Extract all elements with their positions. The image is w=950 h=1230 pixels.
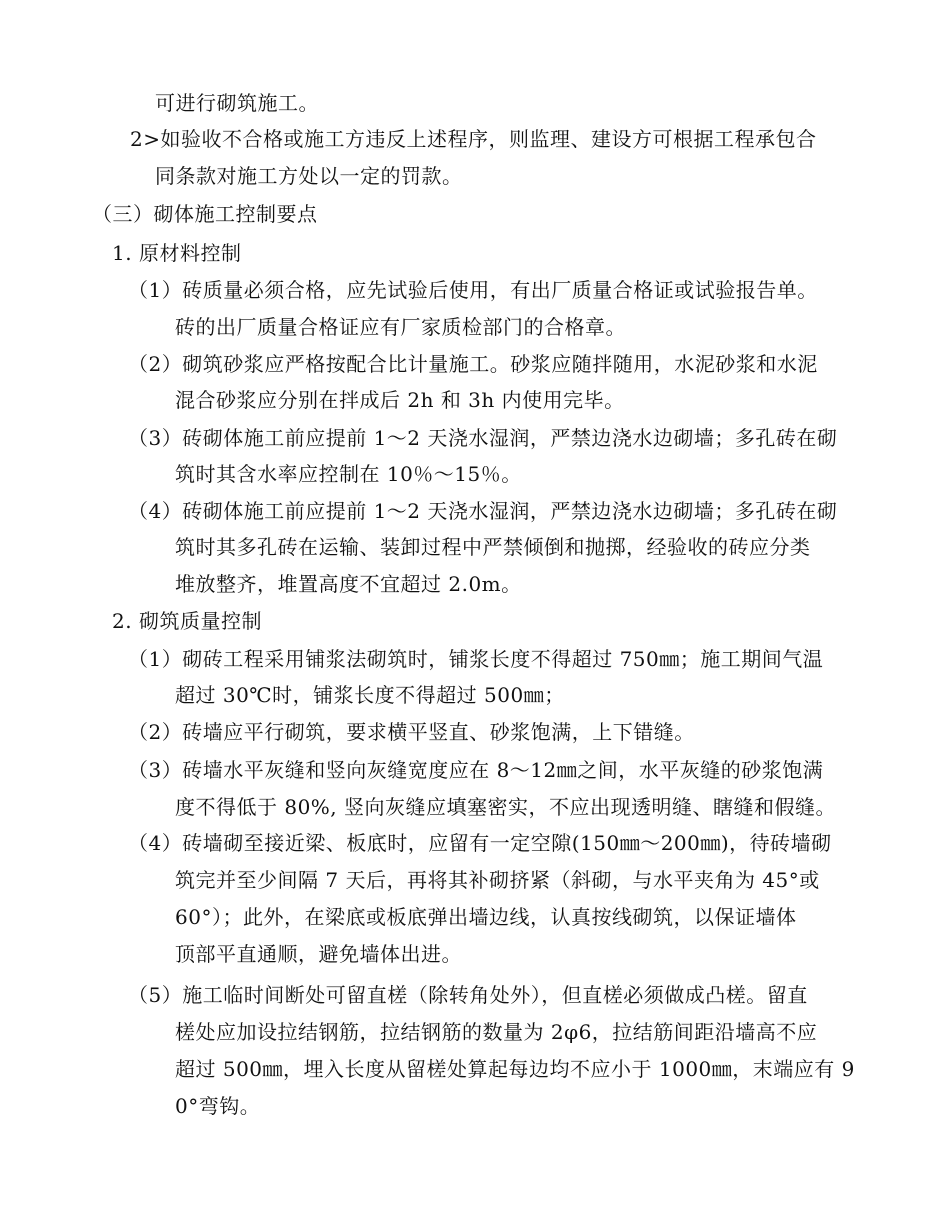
text-line: 砖的出厂质量合格证应有厂家质检部门的合格章。 <box>175 315 626 339</box>
text-line: 混合砂浆应分别在拌成后 2h 和 3h 内使用完毕。 <box>175 388 625 412</box>
list-item: （4）砖砌体施工前应提前 1～2 天浇水湿润，严禁边浇水边砌墙；多孔砖在砌 <box>128 499 838 523</box>
text-line: 筑时其含水率应控制在 10％～15％。 <box>175 462 522 486</box>
text-line: 2>如验收不合格或施工方违反上述程序，则监理、建设方可根据工程承包合 <box>130 127 817 151</box>
list-item: （1）砖质量必须合格，应先试验后使用，有出厂质量合格证或试验报告单。 <box>128 278 818 302</box>
text-line: 顶部平直通顺，避免墙体出进。 <box>175 942 462 966</box>
text-line: 筑时其多孔砖在运输、装卸过程中严禁倾倒和抛掷，经验收的砖应分类 <box>175 535 811 559</box>
text-line: 度不得低于 80%, 竖向灰缝应填塞密实，不应出现透明缝、瞎缝和假缝。 <box>175 795 837 819</box>
section-heading: （三）砌体施工控制要点 <box>92 202 318 226</box>
list-item: （1）砌砖工程采用铺浆法砌筑时，铺浆长度不得超过 750㎜；施工期间气温 <box>128 647 824 671</box>
text-line: 超过 500㎜，埋入长度从留槎处算起每边均不应小于 1000㎜，末端应有 9 <box>175 1057 855 1081</box>
list-item: （2）砌筑砂浆应严格按配合比计量施工。砂浆应随拌随用，水泥砂浆和水泥 <box>128 352 818 376</box>
subsection-heading: 2. 砌筑质量控制 <box>112 609 262 633</box>
text-line: 筑完并至少间隔 7 天后，再将其补砌挤紧（斜砌，与水平夹角为 45°或 <box>175 868 820 892</box>
text-line: 0°弯钩。 <box>175 1094 261 1118</box>
text-line: 超过 30℃时，铺浆长度不得超过 500㎜； <box>175 683 565 707</box>
list-item: （3）砖砌体施工前应提前 1～2 天浇水湿润，严禁边浇水边砌墙；多孔砖在砌 <box>128 426 838 450</box>
list-item: （5）施工临时间断处可留直槎（除转角处外），但直槎必须做成凸槎。留直 <box>128 983 808 1007</box>
list-item: （2）砖墙应平行砌筑，要求横平竖直、砂浆饱满，上下错缝。 <box>128 720 695 744</box>
text-line: 60°）；此外，在梁底或板底弹出墙边线，认真按线砌筑，以保证墙体 <box>175 905 797 929</box>
list-item: （3）砖墙水平灰缝和竖向灰缝宽度应在 8～12㎜之间，水平灰缝的砂浆饱满 <box>128 758 824 782</box>
text-line: 槎处应加设拉结钢筋，拉结钢筋的数量为 2φ6，拉结筋间距沿墙高不应 <box>175 1020 818 1044</box>
subsection-heading: 1. 原材料控制 <box>112 241 242 265</box>
text-line: 可进行砌筑施工。 <box>155 91 319 115</box>
text-line: 同条款对施工方处以一定的罚款。 <box>155 164 463 188</box>
text-line: 堆放整齐，堆置高度不宜超过 2.0m。 <box>175 572 522 596</box>
list-item: （4）砖墙砌至接近梁、板底时，应留有一定空隙(150㎜～200㎜)，待砖墙砌 <box>128 831 832 855</box>
